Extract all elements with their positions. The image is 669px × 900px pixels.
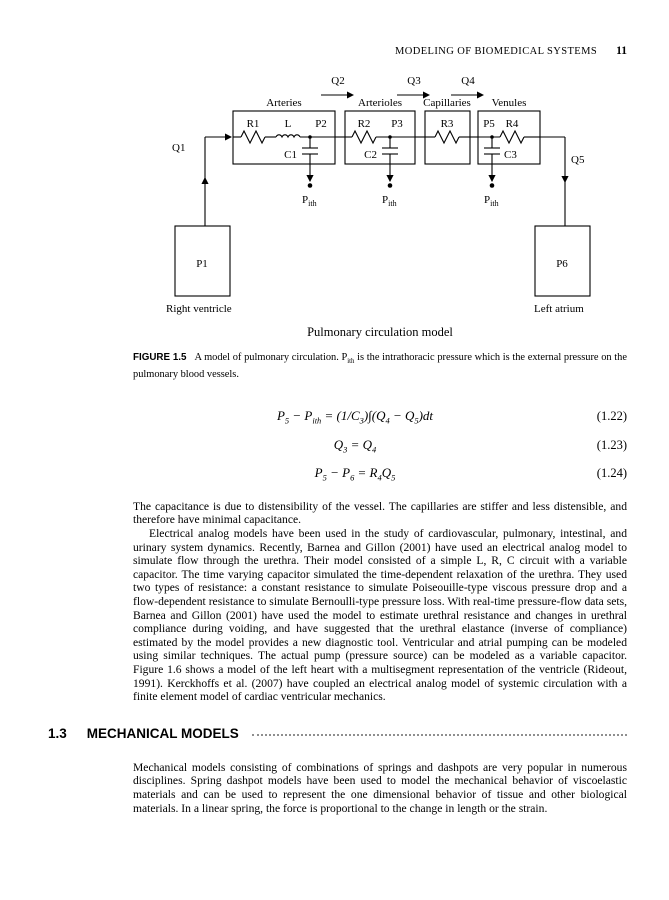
- figure-caption-label: FIGURE 1.5: [133, 352, 187, 363]
- mechanical-models-text: [133, 761, 627, 815]
- l-label: L: [284, 118, 292, 130]
- r4-label: R4: [505, 118, 519, 130]
- c1-label: C1: [284, 149, 297, 161]
- equation-1-23: [133, 437, 627, 455]
- q5-label: Q5: [571, 154, 585, 166]
- c3-label: C3: [504, 149, 517, 161]
- r3-label: R3: [440, 118, 454, 130]
- pith-stubs: [310, 164, 492, 181]
- right-ventricle-label: Right ventricle: [166, 303, 232, 315]
- resistor-r2: [352, 131, 376, 143]
- left-atrium-label: Left atrium: [534, 303, 584, 315]
- r2-label: R2: [357, 118, 371, 130]
- arteries-label: Arteries: [266, 97, 302, 109]
- equation-block: [133, 408, 627, 483]
- paragraph-capacitance: The capacitance is due to distensibility of the vessel. The capillaries are stiffer and less distensible, and therefore have minimal capacitance.: [133, 499, 627, 527]
- q4-label: Q4: [461, 75, 475, 87]
- p3-label: P3: [391, 118, 403, 130]
- pith-label-3: $P_{ith}$: [484, 194, 499, 208]
- pith-label-1: $P_{ith}$: [302, 194, 317, 208]
- resistor-r3: [435, 131, 459, 143]
- p2-label: P2: [315, 118, 327, 130]
- paragraph-mechanical-models: Mechanical models consisting of combinations of springs and dashpots are very popular in numerous disciplines. Spring dashpot models have been used to model the mechanical behavior of viscoelastic materials and can be used to represent the one dimensional behavior of tissue and other biological materials. In a linear spring, the force is proportional to the change in length or the strain.: [133, 760, 627, 815]
- outflow-path: [540, 137, 565, 226]
- equation-1-24-body: $P_5 - P_6 = R_4Q_5$: [314, 465, 396, 483]
- page-number: 11: [616, 45, 627, 57]
- figure-1-5: [0, 71, 669, 381]
- pulmonary-circuit-diagram: [100, 71, 620, 319]
- c2-label: C2: [364, 149, 377, 161]
- equation-1-23-number: (1.23): [596, 437, 627, 452]
- running-head-title: MODELING OF BIOMEDICAL SYSTEMS: [395, 46, 598, 57]
- capacitor-c3: [484, 137, 500, 164]
- venules-label: Venules: [491, 97, 527, 109]
- q1-label: Q1: [172, 142, 186, 154]
- equation-1-23-body: $Q_3 = Q_4$: [333, 436, 377, 455]
- section-number: 1.3: [48, 725, 67, 741]
- inductor-l: [276, 135, 300, 137]
- node-dots: [308, 135, 495, 188]
- equation-1-22: [133, 408, 627, 426]
- r1-label: R1: [246, 118, 260, 130]
- capacitor-c1: [302, 137, 318, 164]
- capacitor-c2: [382, 137, 398, 164]
- resistor-r1: [241, 131, 265, 143]
- inflow-path: [205, 137, 231, 226]
- equation-1-22-number: (1.22): [596, 409, 627, 424]
- p1-label: P1: [196, 258, 208, 270]
- equation-1-22-body: $P_5 - P_{ith} = (1/C_3)\int(Q_4 - Q_5)dt$: [276, 408, 434, 426]
- p5-label: P5: [483, 118, 495, 130]
- equation-1-24: [133, 465, 627, 483]
- paragraph-electrical-analog: Electrical analog models have been used in the study of cardiovascular, pulmonary, intestinal, and urinary system dynamics. Recently, Barnea and Gillon (2001) have used an electrical analog model to simulate flow through the urethra. Their model consisted of a simple L, R, C circuit with a variable capacitor. The time varying capacitor simulated the time-dependent relaxation of the urethra. They used two types of resistance: a constant resistance to simulate Poiseouille-type viscous pressure drop and a flow-dependent resistance to simulate Bernoulli-type pressure loss. With real-time pressure-flow data sets, Barnea and Gillon (2001) have used the model to estimate urethral resistance and changes in urethral compliance during voiding, and have suggested that the urethral elastance (inverse of compliance) estimated by the model provides a new diagnostic tool. Ventricular and atrial pumping can be modeled using similar techniques. The actual pump (pressure source) can be modeled as a variable capacitor. Figure 1.6 shows a model of the left heart with a multisegment representation of the ventricle (Rideout, 1991). Kerckhoffs et al. (2007) have coupled an electrical analog model of systemic circulation with a finite element model of cardiac ventricular mechanics.: [133, 527, 627, 704]
- arterioles-label: Arterioles: [358, 97, 402, 109]
- figure-caption-text: A model of pulmonary circulation. $P_{ith}$ is the intrathoracic pressure which is the external pressure on the pulmonary blood vessels.: [133, 352, 627, 381]
- capillaries-network: [425, 131, 470, 143]
- arterioles-network: [345, 131, 415, 164]
- pith-label-2: $P_{ith}$: [382, 194, 397, 208]
- body-text: [133, 500, 627, 704]
- running-head: [0, 0, 669, 57]
- capillaries-label: Capillaries: [423, 97, 471, 109]
- section-heading-1-3: [48, 726, 627, 741]
- p6-label: P6: [556, 258, 568, 270]
- q2-label: Q2: [331, 75, 345, 87]
- figure-caption: [133, 351, 627, 381]
- resistor-r4: [500, 131, 524, 143]
- figure-title: Pulmonary circulation model: [307, 325, 453, 339]
- section-title: MECHANICAL MODELS: [86, 725, 239, 741]
- section-heading-rule: [252, 734, 627, 736]
- q3-label: Q3: [407, 75, 421, 87]
- equation-1-24-number: (1.24): [596, 466, 627, 481]
